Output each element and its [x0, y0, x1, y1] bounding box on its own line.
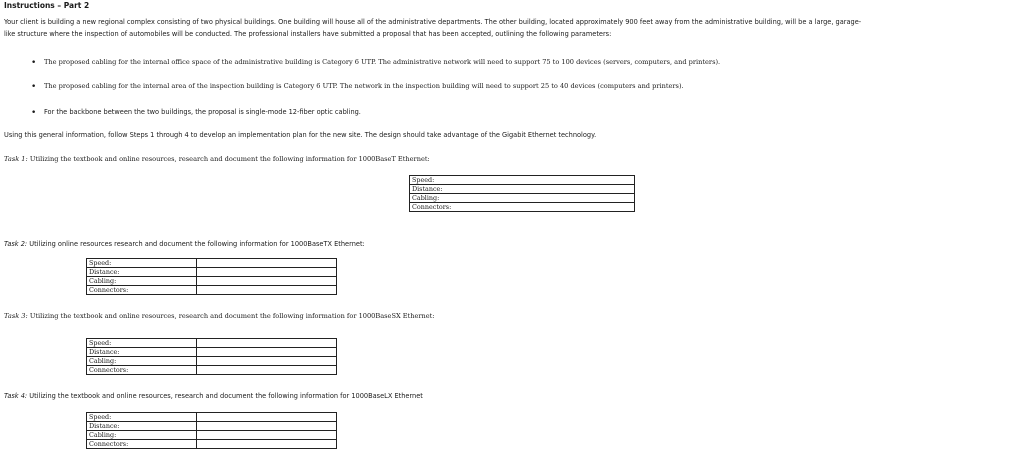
table-row	[87, 277, 337, 286]
task-2-text: Utilizing online resources research and document the following information for 1000BaseTX Ethernet:	[29, 240, 365, 248]
cabling-label: Cabling:	[87, 357, 197, 366]
task-2-table	[86, 258, 337, 295]
connectors-value[interactable]	[197, 286, 337, 295]
task-1-table	[409, 175, 635, 212]
distance-label: Distance:	[87, 348, 197, 357]
distance-label: Distance:	[410, 185, 635, 194]
table-row	[87, 286, 337, 295]
general-instructions: Using this general information, follow Steps 1 through 4 to develop an implementation plan for the new site. The design should take advantage of the Gigabit Ethernet technology.	[4, 131, 597, 139]
task-1-heading	[4, 155, 430, 163]
table-row	[87, 366, 337, 375]
intro-line-2: like structure where the inspection of automobiles will be conducted. The professional installers have submitted a proposal that has been accepted, outlining the following parameters:	[4, 30, 612, 38]
cabling-label: Cabling:	[410, 194, 635, 203]
connectors-label: Connectors:	[87, 366, 197, 375]
table-row	[410, 176, 635, 185]
task-4-heading	[4, 392, 423, 400]
task-2-label: Task 2:	[4, 240, 28, 248]
bullet-text-2: The proposed cabling for the internal area of the inspection building is Category 6 UTP. The network in the inspection building will need to support 25 to 40 devices (computers and printers).	[44, 82, 684, 90]
table-row	[87, 431, 337, 440]
connectors-label: Connectors:	[87, 440, 197, 449]
task-4-table	[86, 412, 337, 449]
speed-value[interactable]	[197, 413, 337, 422]
table-row	[87, 259, 337, 268]
distance-value[interactable]	[197, 268, 337, 277]
task-2-heading	[4, 240, 365, 248]
bullet-text-3: For the backbone between the two buildings, the proposal is single-mode 12-fiber optic cabling.	[44, 108, 361, 116]
table-row	[87, 440, 337, 449]
task-1-text: Utilizing the textbook and online resources, research and document the following information for 1000BaseT Ethernet:	[29, 155, 430, 163]
table-row	[87, 357, 337, 366]
cabling-value[interactable]	[197, 277, 337, 286]
task-3-label: Task 3:	[4, 312, 28, 320]
bullet-icon	[31, 61, 36, 66]
bullet-text-1: The proposed cabling for the internal office space of the administrative building is Category 6 UTP. The administrative network will need to support 75 to 100 devices (servers, computers, and printers).	[44, 58, 721, 66]
speed-label: Speed:	[410, 176, 635, 185]
task-3-table	[86, 338, 337, 375]
task-4-label: Task 4:	[4, 392, 28, 400]
table-row	[87, 422, 337, 431]
connectors-value[interactable]	[197, 366, 337, 375]
connectors-value[interactable]	[197, 440, 337, 449]
speed-label: Speed:	[87, 259, 197, 268]
cabling-label: Cabling:	[87, 277, 197, 286]
table-row	[410, 185, 635, 194]
task-1-label: Task 1:	[4, 155, 28, 163]
task-4-text: Utilizing the textbook and online resources, research and document the following information for 1000BaseLX Ethernet	[29, 392, 423, 400]
cabling-value[interactable]	[197, 431, 337, 440]
table-row	[87, 348, 337, 357]
connectors-label: Connectors:	[87, 286, 197, 295]
speed-label: Speed:	[87, 413, 197, 422]
table-row	[87, 339, 337, 348]
intro-line-1: Your client is building a new regional complex consisting of two physical buildings. One building will house all of the administrative departments. The other building, located approximately 900 feet away from the administrative building, will be a large, garage-	[4, 18, 862, 26]
distance-label: Distance:	[87, 422, 197, 431]
speed-value[interactable]	[197, 259, 337, 268]
task-3-heading	[4, 312, 435, 320]
distance-value[interactable]	[197, 348, 337, 357]
table-row	[410, 194, 635, 203]
bullet-icon	[31, 111, 36, 116]
distance-value[interactable]	[197, 422, 337, 431]
cabling-value[interactable]	[197, 357, 337, 366]
bullet-icon	[31, 85, 36, 90]
cabling-label: Cabling:	[87, 431, 197, 440]
page-title: Instructions – Part 2	[4, 1, 90, 10]
task-3-text: Utilizing the textbook and online resources, research and document the following information for 1000BaseSX Ethernet:	[29, 312, 435, 320]
connectors-label: Connectors:	[410, 203, 635, 212]
table-row	[87, 413, 337, 422]
speed-value[interactable]	[197, 339, 337, 348]
table-row	[87, 268, 337, 277]
distance-label: Distance:	[87, 268, 197, 277]
table-row	[410, 203, 635, 212]
speed-label: Speed:	[87, 339, 197, 348]
